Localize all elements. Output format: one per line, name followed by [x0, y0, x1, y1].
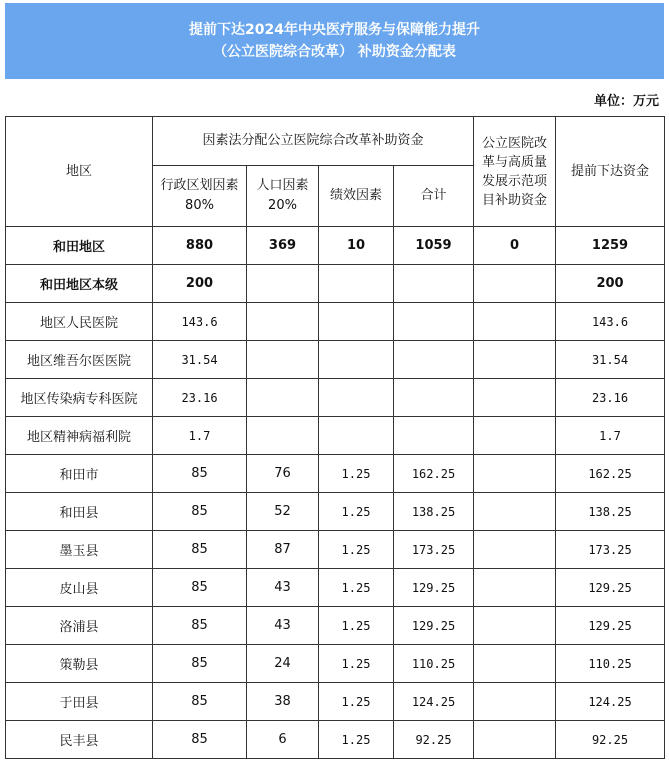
cell-demo [474, 721, 556, 759]
cell-performance [319, 265, 394, 303]
cell-subtotal: 138.25 [394, 493, 474, 531]
cell-performance: 1.25 [319, 455, 394, 493]
cell-performance: 1.25 [319, 493, 394, 531]
header-subtotal: 合计 [394, 166, 474, 227]
cell-performance: 1.25 [319, 607, 394, 645]
title-line-1: 提前下达2024年中央医疗服务与保障能力提升 [189, 22, 480, 38]
cell-performance: 10 [319, 227, 394, 265]
cell-total: 129.25 [556, 607, 665, 645]
cell-demo [474, 303, 556, 341]
cell-demo [474, 455, 556, 493]
cell-performance: 1.25 [319, 721, 394, 759]
table-row [6, 303, 665, 341]
cell-demo [474, 645, 556, 683]
table-row [6, 493, 665, 531]
cell-admin: 200 [153, 265, 247, 303]
table-row [6, 569, 665, 607]
table-row [6, 683, 665, 721]
cell-region: 洛浦县 [6, 607, 153, 645]
table-row [6, 531, 665, 569]
cell-population: 369 [247, 227, 319, 265]
cell-population: 24 [247, 645, 319, 683]
header-row-1 [6, 117, 665, 166]
cell-region: 民丰县 [6, 721, 153, 759]
allocation-table [5, 116, 665, 759]
cell-admin: 85 [153, 683, 247, 721]
cell-region: 和田地区本级 [6, 265, 153, 303]
cell-performance: 1.25 [319, 569, 394, 607]
cell-total: 173.25 [556, 531, 665, 569]
cell-demo [474, 607, 556, 645]
cell-population [247, 303, 319, 341]
cell-subtotal [394, 417, 474, 455]
cell-demo [474, 265, 556, 303]
cell-performance [319, 379, 394, 417]
cell-region: 于田县 [6, 683, 153, 721]
cell-admin: 85 [153, 569, 247, 607]
cell-total: 138.25 [556, 493, 665, 531]
cell-demo [474, 531, 556, 569]
table-row [6, 607, 665, 645]
cell-population [247, 379, 319, 417]
cell-population: 6 [247, 721, 319, 759]
cell-region: 地区人民医院 [6, 303, 153, 341]
table-row [6, 379, 665, 417]
cell-subtotal: 92.25 [394, 721, 474, 759]
cell-total: 143.6 [556, 303, 665, 341]
table-row [6, 227, 665, 265]
cell-admin: 85 [153, 645, 247, 683]
cell-demo [474, 379, 556, 417]
cell-admin: 85 [153, 455, 247, 493]
cell-subtotal: 1059 [394, 227, 474, 265]
cell-total: 110.25 [556, 645, 665, 683]
cell-population: 87 [247, 531, 319, 569]
cell-subtotal [394, 341, 474, 379]
cell-demo: 0 [474, 227, 556, 265]
cell-population [247, 341, 319, 379]
cell-admin: 85 [153, 531, 247, 569]
title-banner [5, 3, 664, 79]
cell-admin: 880 [153, 227, 247, 265]
cell-subtotal [394, 303, 474, 341]
cell-subtotal: 124.25 [394, 683, 474, 721]
cell-region: 皮山县 [6, 569, 153, 607]
cell-subtotal: 173.25 [394, 531, 474, 569]
cell-population [247, 265, 319, 303]
cell-population: 38 [247, 683, 319, 721]
cell-admin: 85 [153, 493, 247, 531]
header-performance-factor: 绩效因素 [319, 166, 394, 227]
table-row [6, 645, 665, 683]
cell-demo [474, 569, 556, 607]
cell-subtotal [394, 379, 474, 417]
cell-admin: 143.6 [153, 303, 247, 341]
table-row [6, 721, 665, 759]
table-row [6, 265, 665, 303]
cell-total: 162.25 [556, 455, 665, 493]
cell-performance [319, 417, 394, 455]
cell-demo [474, 683, 556, 721]
cell-admin: 85 [153, 721, 247, 759]
cell-total: 129.25 [556, 569, 665, 607]
header-factor-group: 因素法分配公立医院综合改革补助资金 [153, 117, 474, 166]
table-row [6, 455, 665, 493]
cell-total: 200 [556, 265, 665, 303]
cell-total: 23.16 [556, 379, 665, 417]
cell-subtotal [394, 265, 474, 303]
cell-demo [474, 341, 556, 379]
cell-admin: 31.54 [153, 341, 247, 379]
cell-total: 92.25 [556, 721, 665, 759]
cell-performance [319, 341, 394, 379]
cell-total: 1.7 [556, 417, 665, 455]
table-row [6, 417, 665, 455]
cell-region: 策勒县 [6, 645, 153, 683]
cell-region: 墨玉县 [6, 531, 153, 569]
cell-performance: 1.25 [319, 683, 394, 721]
cell-population: 52 [247, 493, 319, 531]
cell-population: 43 [247, 607, 319, 645]
cell-admin: 23.16 [153, 379, 247, 417]
cell-subtotal: 129.25 [394, 607, 474, 645]
header-region: 地区 [6, 117, 153, 227]
cell-region: 地区精神病福利院 [6, 417, 153, 455]
cell-region: 地区维吾尔医医院 [6, 341, 153, 379]
cell-region: 和田市 [6, 455, 153, 493]
cell-performance: 1.25 [319, 531, 394, 569]
cell-region: 和田地区 [6, 227, 153, 265]
cell-admin: 1.7 [153, 417, 247, 455]
table-row [6, 341, 665, 379]
header-admin-factor: 行政区划因素80% [153, 166, 247, 227]
cell-performance: 1.25 [319, 645, 394, 683]
header-advance-total: 提前下达资金 [556, 117, 665, 227]
cell-subtotal: 162.25 [394, 455, 474, 493]
cell-total: 31.54 [556, 341, 665, 379]
cell-region: 地区传染病专科医院 [6, 379, 153, 417]
cell-population: 43 [247, 569, 319, 607]
cell-demo [474, 493, 556, 531]
cell-subtotal: 129.25 [394, 569, 474, 607]
cell-demo [474, 417, 556, 455]
unit-label: 单位：万元 [593, 94, 659, 109]
cell-performance [319, 303, 394, 341]
cell-subtotal: 110.25 [394, 645, 474, 683]
cell-region: 和田县 [6, 493, 153, 531]
cell-total: 124.25 [556, 683, 665, 721]
cell-population: 76 [247, 455, 319, 493]
cell-admin: 85 [153, 607, 247, 645]
header-population-factor: 人口因素20% [247, 166, 319, 227]
cell-total: 1259 [556, 227, 665, 265]
header-demo-project: 公立医院改革与高质量发展示范项目补助资金 [474, 117, 556, 227]
title-line-2: （公立医院综合改革） 补助资金分配表 [213, 44, 456, 60]
cell-population [247, 417, 319, 455]
